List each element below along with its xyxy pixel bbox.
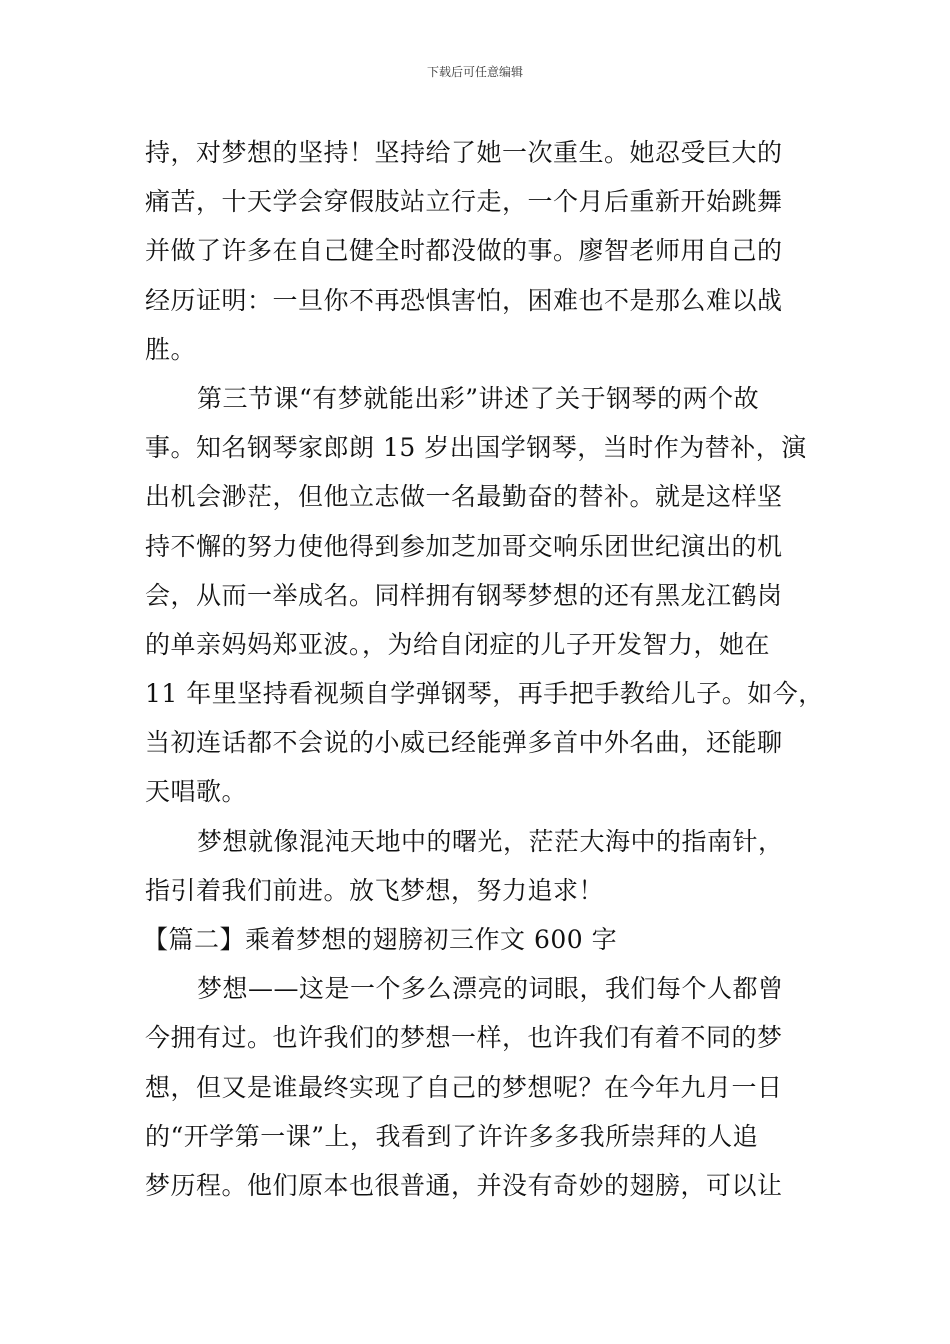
text-line: 天唱歌。 bbox=[145, 777, 248, 807]
document-body bbox=[143, 128, 824, 1210]
paragraph-start-line: 第三节课“有梦就能出彩”讲述了关于钢琴的两个故 bbox=[197, 383, 760, 413]
page-header: 下载后可任意编辑 bbox=[426, 65, 523, 79]
text-line: 今拥有过。也许我们的梦想一样，也许我们有着不同的梦 bbox=[145, 1023, 783, 1053]
text-line: 痛苦，十天学会穿假肢站立行走，一个月后重新开始跳舞 bbox=[145, 187, 783, 217]
text-line: 指引着我们前进。放飞梦想，努力追求！ bbox=[145, 875, 605, 905]
text-line: 胜。 bbox=[145, 334, 197, 364]
paragraph-start-line: 梦想——这是一个多么漂亮的词眼，我们每个人都曾 bbox=[197, 974, 784, 1004]
text-line: 事。知名钢琴家郎朗 15 岁出国学钢琴，当时作为替补，演 bbox=[145, 433, 807, 463]
paragraph-start-line: 梦想就像混沌天地中的曙光，茫茫大海中的指南针， bbox=[197, 826, 784, 856]
text-line: 想，但又是谁最终实现了自己的梦想呢？在今年九月一日 bbox=[145, 1072, 783, 1102]
text-line: 出机会渺茫，但他立志做一名最勤奋的替补。就是这样坚 bbox=[145, 482, 783, 512]
text-line: 并做了许多在自己健全时都没做的事。廖智老师用自己的 bbox=[145, 236, 783, 266]
text-line: 梦历程。他们原本也很普通，并没有奇妙的翅膀，可以让 bbox=[145, 1170, 783, 1200]
text-line: 持不懈的努力使他得到参加芝加哥交响乐团世纪演出的机 bbox=[145, 531, 783, 561]
text-line: 当初连话都不会说的小威已经能弹多首中外名曲，还能聊 bbox=[145, 728, 783, 758]
text-line: 经历证明：一旦你不再恐惧害怕，困难也不是那么难以战 bbox=[145, 285, 783, 315]
text-line: 的单亲妈妈郑亚波。，为给自闭症的儿子开发智力，她在 bbox=[145, 629, 771, 659]
text-line: 会，从而一举成名。同样拥有钢琴梦想的还有黑龙江鹤岗 bbox=[145, 580, 783, 610]
section-heading: 【篇二】乘着梦想的翅膀初三作文 600 字 bbox=[143, 925, 618, 954]
text-line: 持，对梦想的坚持！坚持给了她一次重生。她忍受巨大的 bbox=[145, 138, 783, 167]
text-line: 的“开学第一课”上，我看到了许许多多我所崇拜的人追 bbox=[145, 1121, 759, 1151]
text-line: 11 年里坚持看视频自学弹钢琴，再手把手教给儿子。如今， bbox=[145, 679, 824, 709]
